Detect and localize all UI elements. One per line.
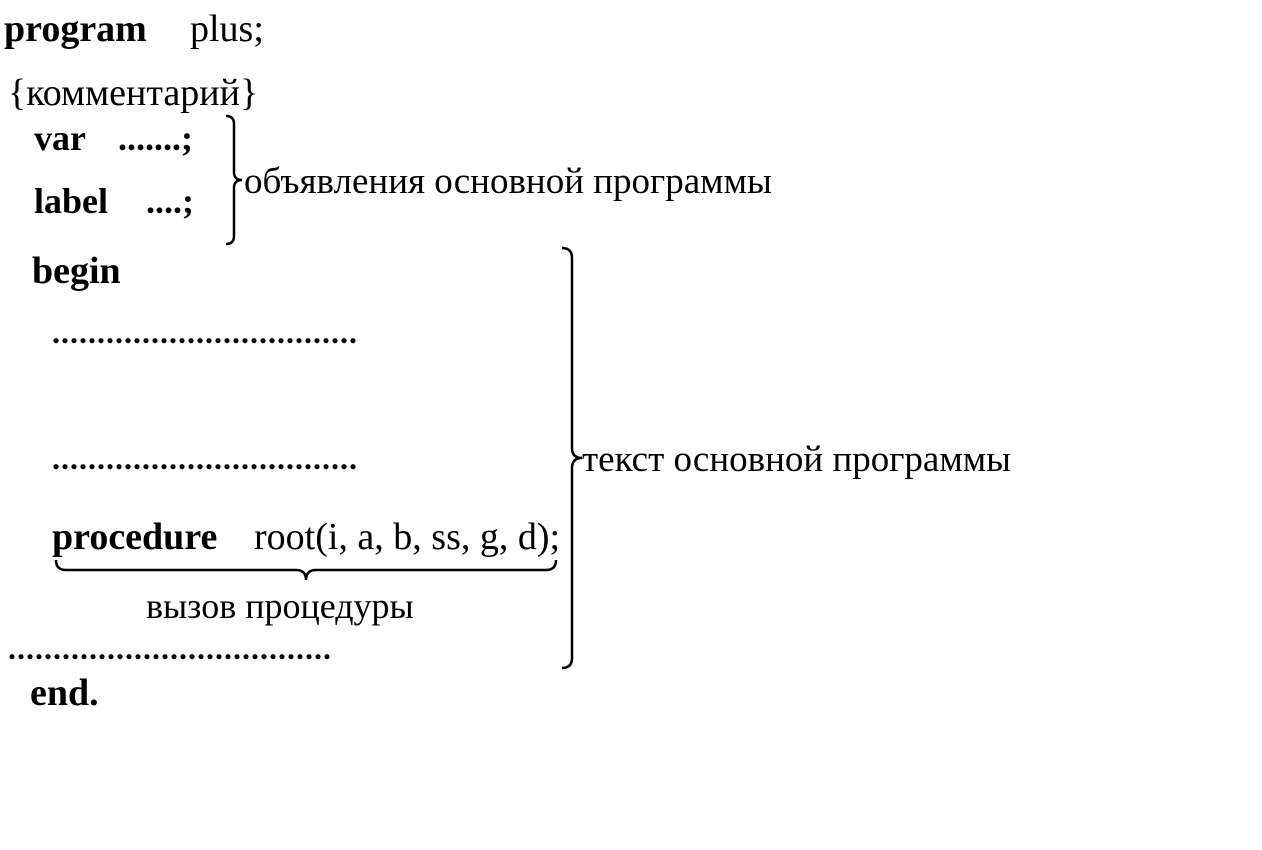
var-keyword: var: [34, 118, 86, 158]
program-body-caption: текст основной программы: [582, 439, 1012, 480]
label-keyword: label: [34, 181, 109, 221]
declarations-caption: объявления основной программы: [244, 161, 772, 202]
comment-text: {комментарий}: [8, 72, 259, 114]
statements-dots-2: ..................................: [52, 440, 358, 476]
begin-keyword: begin: [32, 250, 121, 292]
end-keyword: end.: [30, 672, 99, 714]
var-placeholder: .......;: [118, 118, 193, 158]
program-name: plus;: [190, 8, 264, 50]
procedure-caption: вызов процедуры: [146, 586, 414, 626]
statements-dots-1: ..................................: [52, 314, 358, 350]
program-keyword: program: [4, 8, 147, 50]
statements-dots-3: ....................................: [8, 630, 332, 666]
procedure-keyword: procedure: [52, 516, 218, 558]
procedure-call-text: root(i, a, b, ss, g, d);: [254, 516, 561, 558]
label-placeholder: ....;: [146, 181, 194, 221]
